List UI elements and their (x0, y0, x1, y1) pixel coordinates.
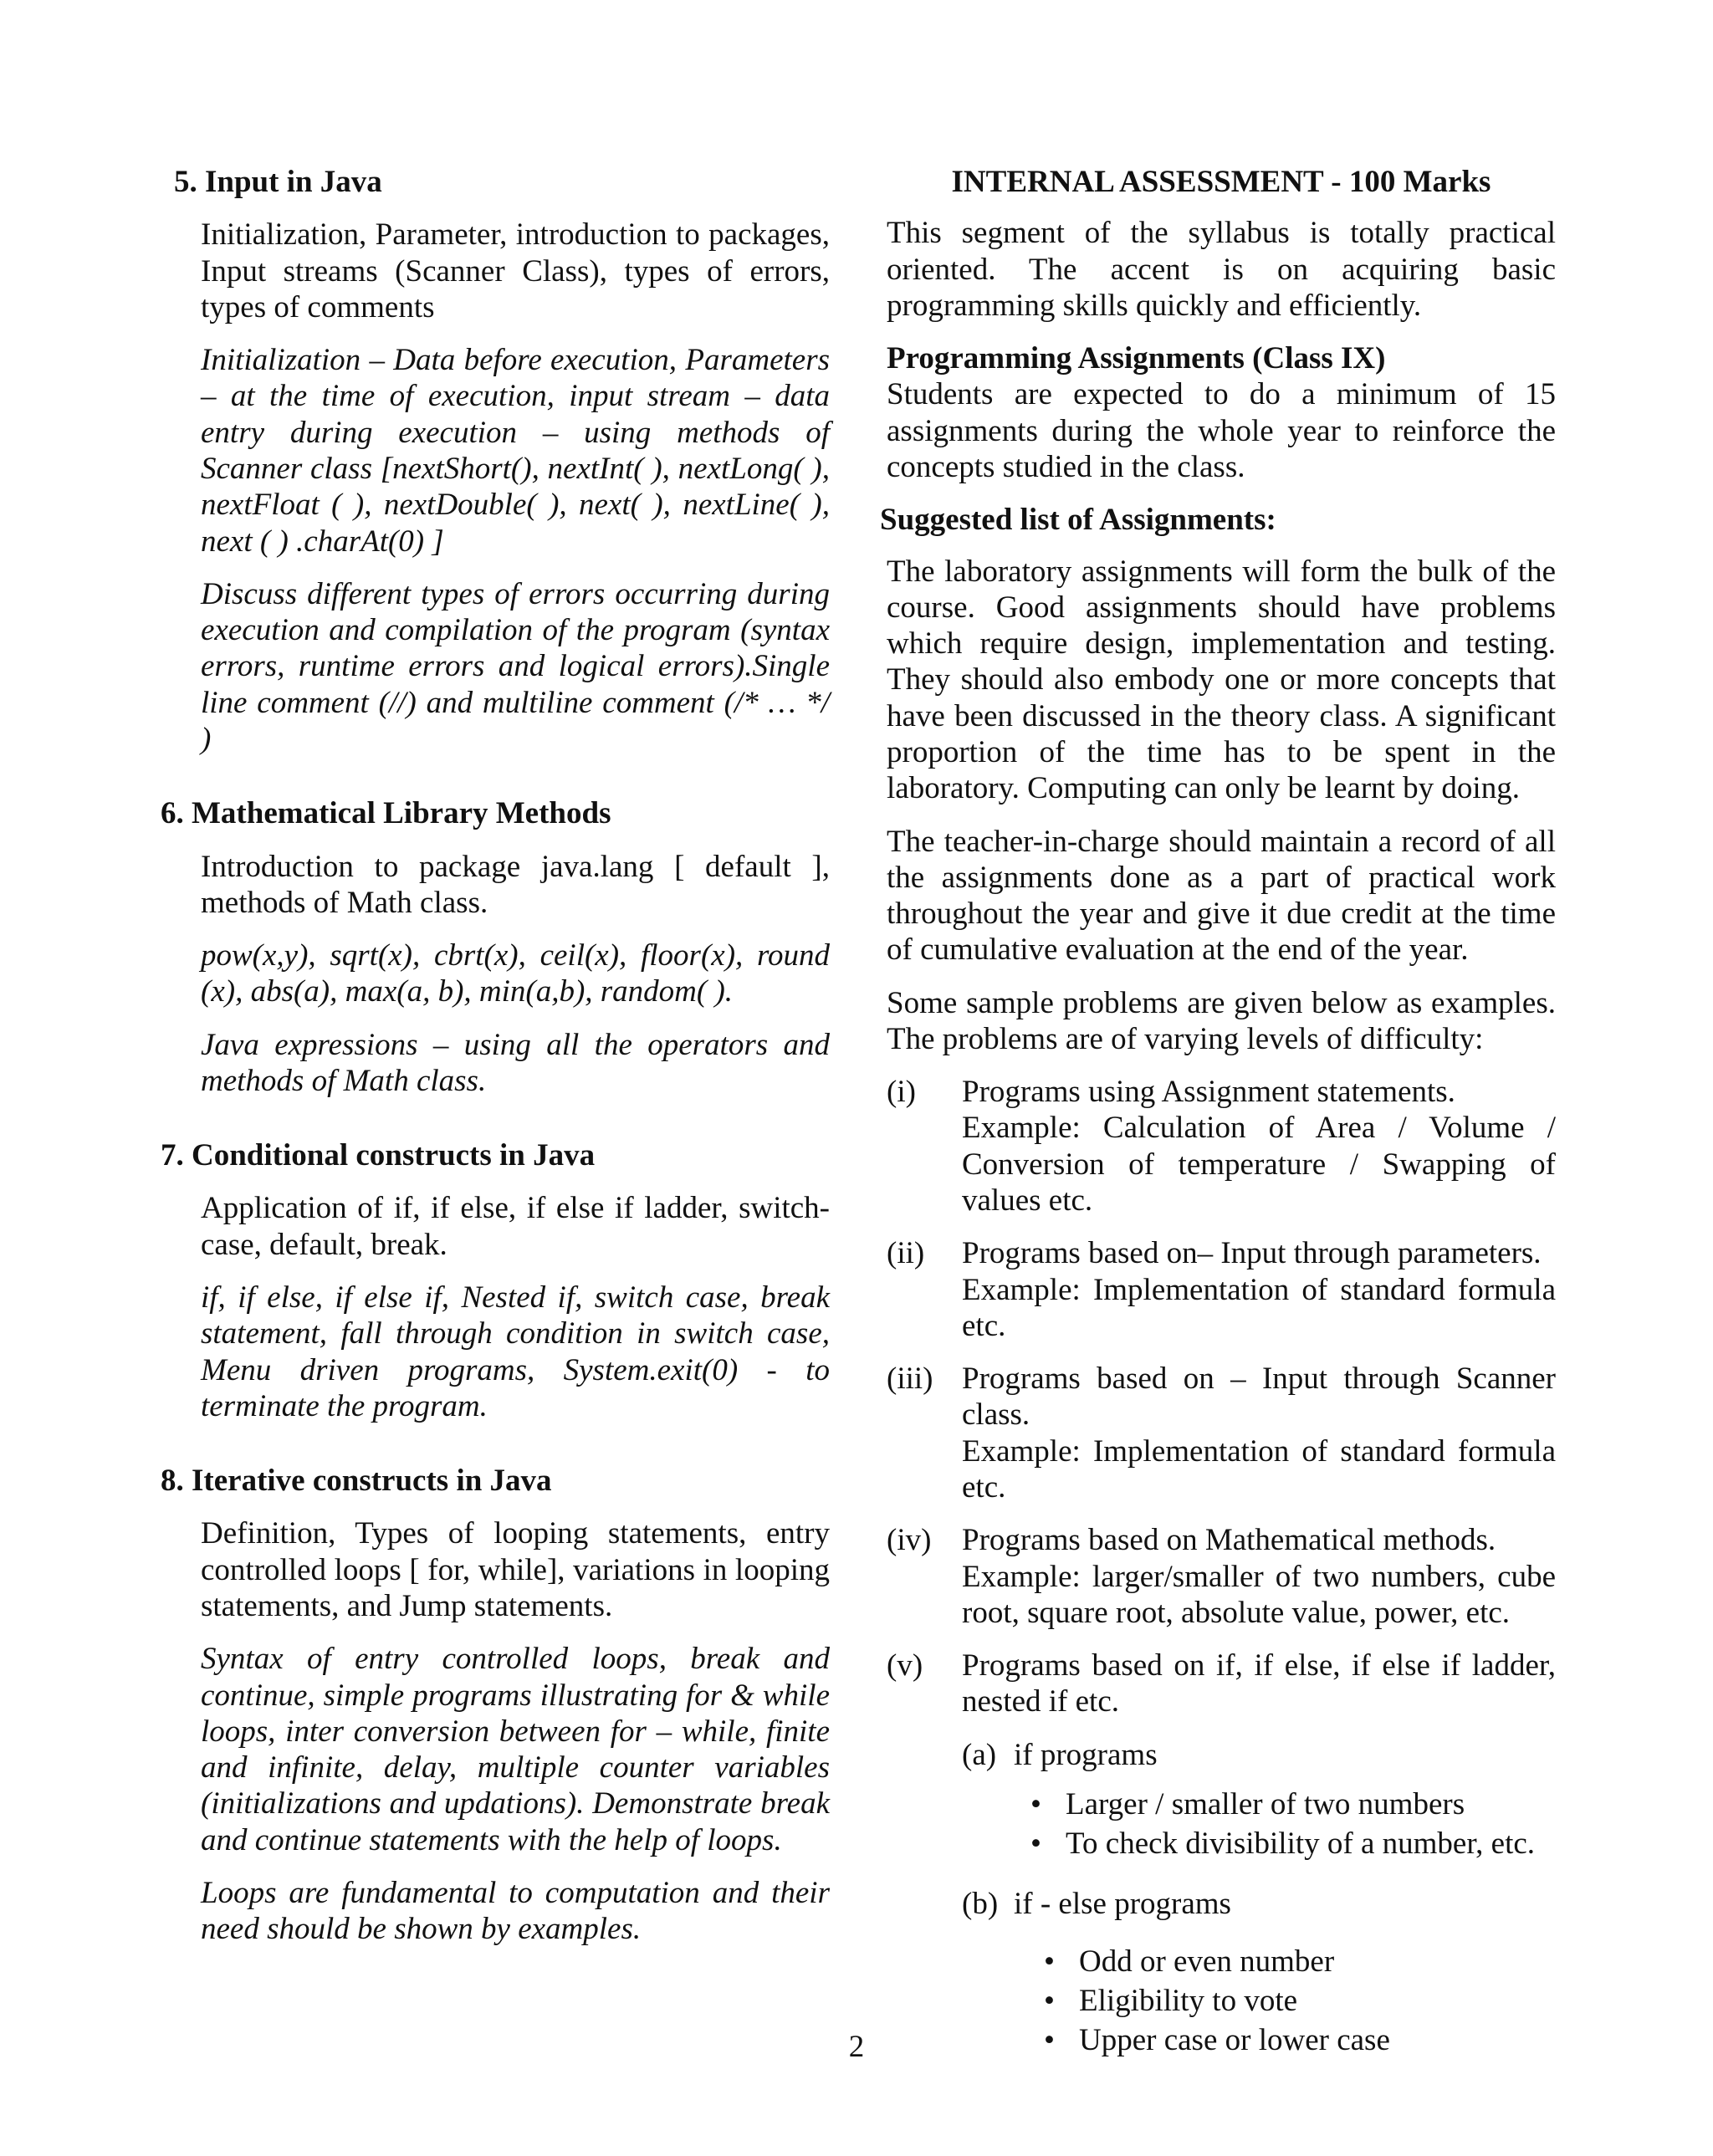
item-example: Example: Calculation of Area / Volume / Conversion of temperature / Swapping of values etc. (962, 1111, 1556, 1218)
section-8-title: 8. Iterative constructs in Java (161, 1464, 552, 1499)
section-8-loops-note: Loops are fundamental to computation and their need should be shown by examples. (201, 1875, 830, 1947)
item-title: Programs based on if, if else, if else if ladder, nested if etc. (962, 1648, 1556, 1719)
section-6-expressions: Java expressions – using all the operators and methods of Math class. (201, 1027, 830, 1098)
assignment-item (887, 1522, 1556, 1631)
item-example: Example: larger/smaller of two numbers, cube root, square root, absolute value, power, etc. (962, 1559, 1556, 1630)
assignment-item (887, 1235, 1556, 1344)
list-item: • Odd or even number (1027, 1944, 1556, 1980)
item-number: (v) (887, 1648, 923, 1683)
item-number: (iv) (887, 1523, 932, 1558)
list-item: • Eligibility to vote (1027, 1983, 1556, 2019)
section-6-methods: pow(x,y), sqrt(x), cbrt(x), ceil(x), floor(x), round (x), abs(a), max(a, b), min(a,b), random( ). (201, 938, 830, 1009)
intro-paragraph: This segment of the syllabus is totally practical oriented. The accent is on acquiring basic programming skills quickly and efficiently. (887, 216, 1556, 323)
item-title: Programs based on – Input through Scanner class. (962, 1362, 1556, 1433)
section-5-topics: Initialization, Parameter, introduction to packages, Input streams (Scanner Class), types of errors, types of comments (201, 217, 830, 324)
programming-assignments-text: Students are expected to do a minimum of 15 assignments during the whole year to reinforce the concepts studied in the class. (887, 377, 1556, 484)
section-6-title: 6. Mathematical Library Methods (161, 796, 611, 831)
suggested-list-title: Suggested list of Assignments: (880, 503, 1276, 538)
item-title: Programs using Assignment statements. (962, 1075, 1455, 1110)
sub-title: if programs (1014, 1737, 1158, 1772)
page-number: 2 (848, 2030, 865, 2064)
teacher-paragraph: The teacher-in-charge should maintain a record of all the assignments done as a part of practical work throughout the year and give it due credit at the time of cumulative evaluation at the end of the year. (887, 824, 1556, 968)
item-number: (i) (887, 1075, 916, 1110)
laboratory-paragraph: The laboratory assignments will form the bulk of the course. Good assignments should have problems which require design, implementation and testing. They should also embody one or more concepts that have been discussed in the theory class. A significant proportion of the time has to be spent in the laboratory. Computing can only be learnt by doing. (887, 554, 1556, 806)
sub-list-a (962, 1737, 1556, 1773)
left-column (161, 164, 830, 1964)
section-5-details: Initialization – Data before execution, Parameters – at the time of execution, input stream – data entry during execution – using methods of Scanner class [nextShort(), nextInt( ), nextLong( ), nextFloat ( ), nextDouble( ), next( ), nextLine( ), next ( ) .charAt(0) ] (201, 343, 830, 559)
sub-list-b (962, 1886, 1556, 1922)
item-example: Example: Implementation of standard formula etc. (962, 1272, 1556, 1343)
list-item: • Upper case or lower case (1027, 2022, 1556, 2058)
sub-label: (a) (962, 1737, 997, 1772)
section-7-topics: Application of if, if else, if else if ladder, switch-case, default, break. (201, 1191, 830, 1262)
assignment-item (887, 1648, 1556, 1720)
section-7-details: if, if else, if else if, Nested if, switch case, break statement, fall through condition in switch case, Menu driven programs, System.exit(0) - to terminate the program. (201, 1280, 830, 1423)
sample-problems-paragraph: Some sample problems are given below as examples. The problems are of varying levels of difficulty: (887, 985, 1556, 1056)
list-item: • Larger / smaller of two numbers (1014, 1786, 1556, 1822)
section-5-title: 5. Input in Java (174, 165, 382, 199)
section-8-topics: Definition, Types of looping statements, entry controlled loops [ for, while], variations in looping statements, and Jump statements. (201, 1516, 830, 1623)
section-7-title: 7. Conditional constructs in Java (161, 1138, 596, 1173)
item-number: (ii) (887, 1236, 925, 1271)
internal-assessment-heading: INTERNAL ASSESSMENT - 100 Marks (951, 165, 1491, 199)
sub-title: if - else programs (1014, 1886, 1231, 1921)
section-6-topics: Introduction to package java.lang [ default ], methods of Math class. (201, 849, 830, 920)
list-item: • To check divisibility of a number, etc. (1014, 1826, 1556, 1862)
item-example: Example: Implementation of standard formula etc. (962, 1433, 1556, 1505)
bullet-list-a (1014, 1786, 1556, 1862)
section-5-errors: Discuss different types of errors occurring during execution and compilation of the program (syntax errors, runtime errors and logical errors).Single line comment (//) and multiline comment (/* … */ ) (201, 576, 830, 756)
assignment-item (887, 1074, 1556, 1218)
sub-label: (b) (962, 1886, 999, 1921)
item-title: Programs based on– Input through parameters. (962, 1236, 1542, 1271)
item-title: Programs based on Mathematical methods. (962, 1523, 1496, 1558)
item-number: (iii) (887, 1362, 933, 1397)
assignment-item (887, 1361, 1556, 1505)
programming-assignments-title: Programming Assignments (Class IX) (887, 341, 1386, 376)
section-8-details: Syntax of entry controlled loops, break and continue, simple programs illustrating for & while loops, inter conversion between for – while, finite and infinite, delay, multiple counter variables (initializations and updations). Demonstrate break and continue statements with the help of loops. (201, 1642, 830, 1857)
right-column (880, 164, 1556, 2074)
